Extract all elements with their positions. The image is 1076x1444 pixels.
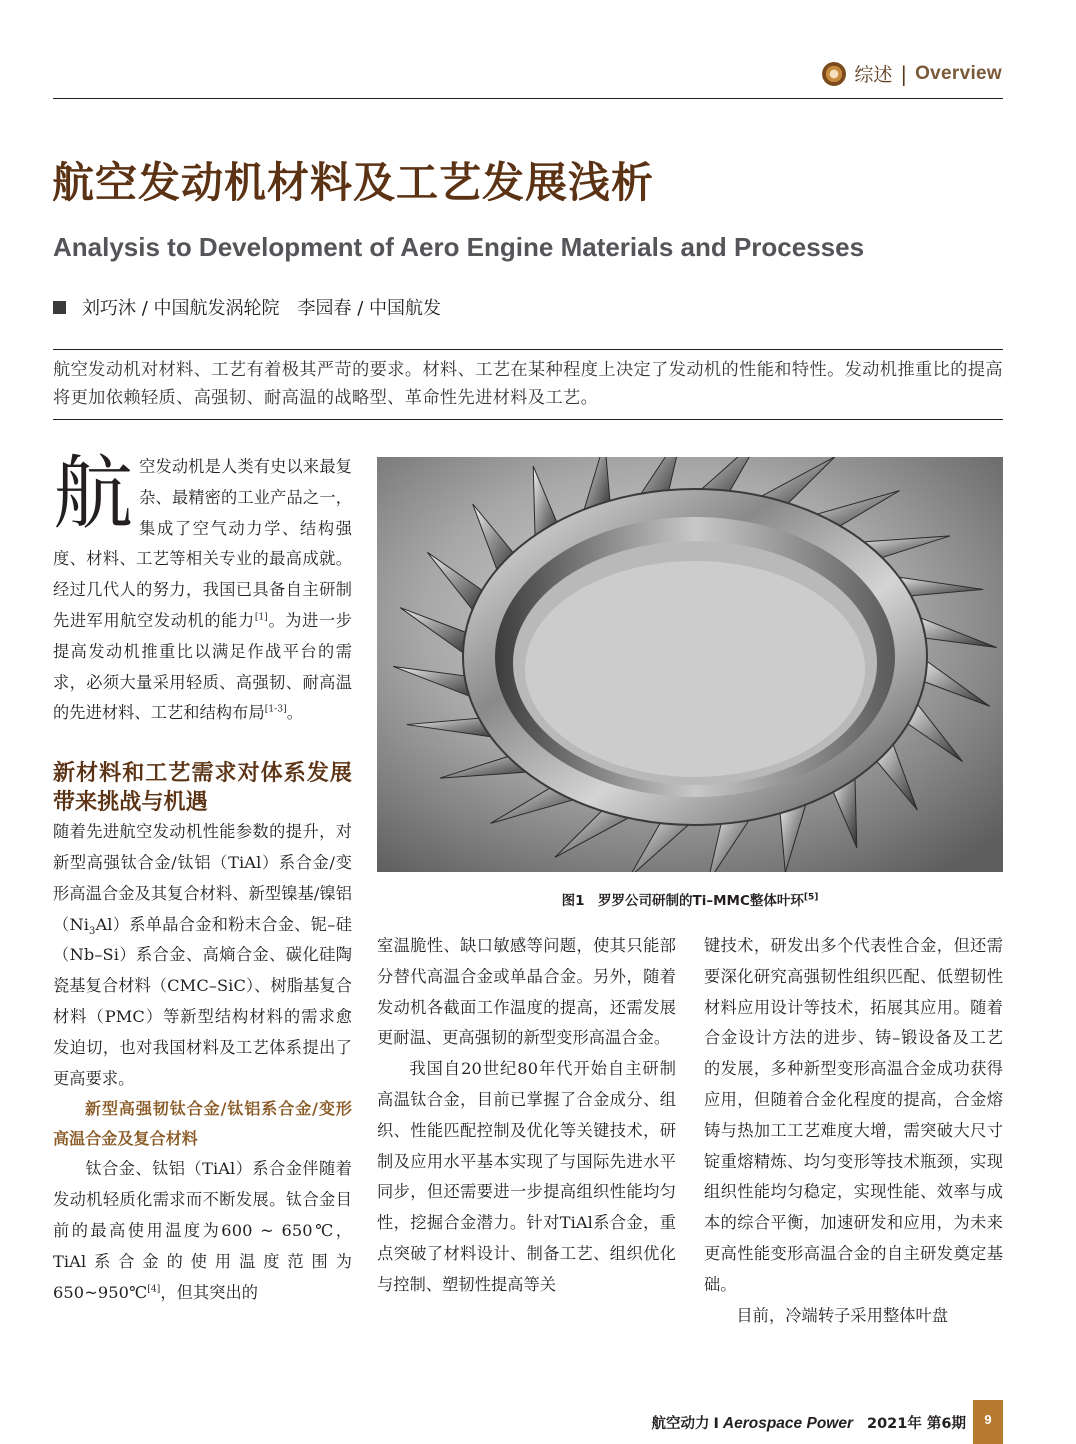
column-middle [377, 931, 676, 1301]
citation-ref: [1] [254, 612, 268, 623]
article-title-en: Analysis to Development of Aero Engine Materials and Processes [53, 232, 865, 262]
journal-separator: I [713, 1416, 719, 1432]
body-paragraph: 我国自20世纪80年代开始自主研制高温钛合金，目前已掌握了合金成分、组织、性能匹配控制及优化等关键技术，研制及应用水平基本实现了与国际先进水平同步，但还需要进一步提高组织性能均匀性，挖掘合金潜力。针对TiAl系合金，重点突破了材料设计、制备工艺、组织优化与控制、塑韧性提高等关 [377, 1059, 676, 1294]
section-heading: 新材料和工艺需求对体系发展带来挑战与机遇 [53, 761, 352, 816]
body-paragraph: 键技术，研发出多个代表性合金，但还需要深化研究高强韧性组织匹配、低塑韧性材料应用设计等技术，拓展其应用。随着合金设计方法的进步、铸–锻设备及工艺的发展，多种新型变形高温合金成功获得应用，但随着合金化程度的提高，合金熔铸与热加工工艺难度大增，需突破大尺寸锭重熔精炼、均匀变形等技术瓶颈，实现组织性能均匀稳定，实现性能、效率与成本的综合平衡，加速研发和应用，为未来更高性能变形高温合金的自主研发奠定基础。 [704, 936, 1003, 1294]
intro-paragraph: 航空发动机是人类有史以来最复杂、最精密的工业产品之一，集成了空气动力学、结构强度、材料、工艺等相关专业的最高成就。经过几代人的努力，我国已具备自主研制先进军用航空发动机的能力[1]。为进一步提高发动机推重比以满足作战平台的需求，必须大量采用轻质、高强韧、耐高温的先进材料、工艺和结构布局[1-3]。 [53, 447, 353, 723]
section-label-en: Overview [915, 62, 1002, 84]
body-paragraph: 随着先进航空发动机性能参数的提升，对新型高强钛合金/钛铝（TiAl）系合金/变形高温合金及其复合材料、新型镍基/镍铝$(Ni_3Al)$系单晶合金和粉末合金、铌–硅（Nb–Si）系合金、高熵合金、碳化硅陶瓷基复合材料（CMC–SiC）、树脂基复合材料（PMC）等新型结构材料的需求愈发迫切，也对我国材料及工艺体系提出了更高要求。 [53, 822, 352, 1088]
body-paragraph: 钛合金、钛铝（TiAl）系合金伴随着发动机轻质化需求而不断发展。钛合金目前的最高使用温度为600 ~ 650℃，TiAl系合金的使用温度范围为650~950℃[4]，但其突出的 [53, 1159, 352, 1302]
figure-blade-ring [377, 457, 1003, 872]
citation-ref: [5] [803, 892, 819, 903]
section-separator: | [900, 61, 908, 86]
citation-ref: [4] [147, 1284, 161, 1295]
journal-name-cn: 航空动力 [651, 1416, 710, 1432]
subsection-heading: 新型高强韧钛合金/钛铝系合金/变形高温合金及复合材料 [53, 1099, 352, 1149]
issue-label: 2021年 第6期 [867, 1416, 966, 1432]
section-label-cn: 综述 [854, 64, 893, 86]
blade-ring-illustration [377, 457, 1003, 872]
citation-ref: [1-3] [264, 704, 287, 715]
column-right [704, 931, 1003, 1331]
page-number: 9 [973, 1400, 1003, 1444]
abstract-top-rule [53, 349, 1003, 350]
author-line [53, 294, 441, 320]
journal-emblem-icon [822, 62, 846, 86]
page-footer [0, 1416, 1076, 1436]
body-paragraph: 目前，冷端转子采用整体叶盘 [736, 1305, 949, 1325]
figure-caption: 图1 罗罗公司研制的Ti–MMC整体叶环[5] [561, 892, 819, 909]
author-text: 刘巧沐 / 中国航发涡轮院 李园春 / 中国航发 [82, 298, 442, 319]
drop-cap: 航 [53, 447, 134, 540]
body-paragraph: 室温脆性、缺口敏感等问题，使其只能部分替代高温合金或单晶合金。另外，随着发动机各截面工作温度的提高，还需发展更耐温、更高强韧的新型变形高温合金。 [377, 936, 676, 1048]
column-left [53, 447, 353, 1308]
section-header [822, 60, 1002, 87]
journal-name-en: Aerospace Power [722, 1415, 853, 1432]
abstract: 航空发动机对材料、工艺有着极其严苛的要求。材料、工艺在某种程度上决定了发动机的性能和特性。发动机推重比的提高将更加依赖轻质、高强韧、耐高温的战略型、革命性先进材料及工艺。 [53, 360, 1003, 408]
header-rule [53, 98, 1003, 99]
article-title-cn: 航空发动机材料及工艺发展浅析 [52, 158, 655, 207]
bullet-square-icon [53, 301, 66, 314]
abstract-bottom-rule [53, 419, 1003, 420]
